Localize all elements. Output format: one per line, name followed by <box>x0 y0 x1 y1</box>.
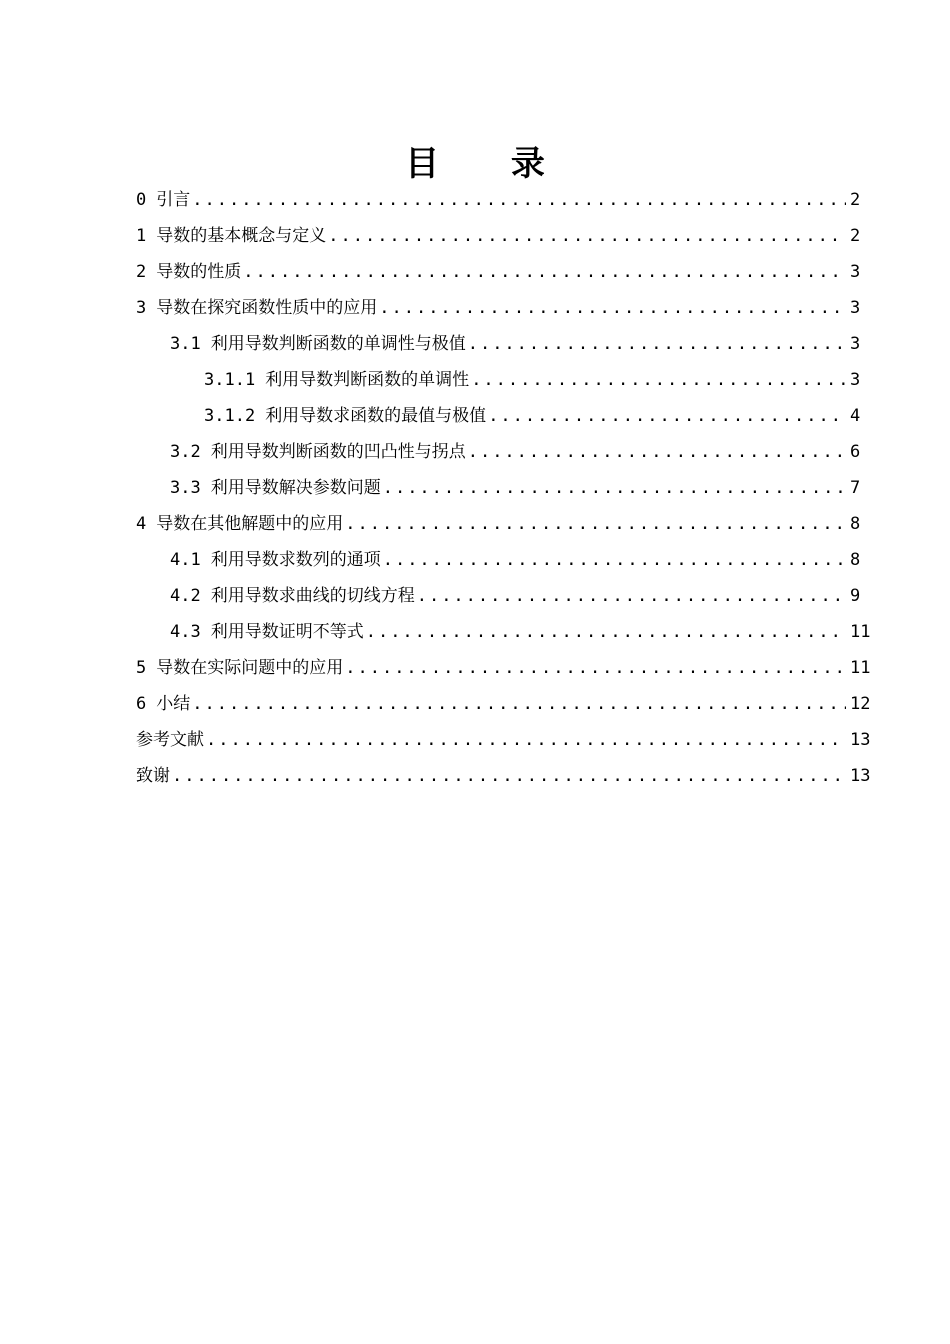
dot-leader <box>366 614 846 650</box>
dot-leader <box>417 578 846 614</box>
toc-entry[interactable] <box>136 398 860 434</box>
toc-entry-number: 0 <box>136 190 147 210</box>
toc-entry-title: 导数在其他解题中的应用 <box>156 514 344 534</box>
toc-entry[interactable] <box>136 218 860 254</box>
toc-entry[interactable] <box>136 614 871 650</box>
toc-entry-page: 8 <box>850 514 861 534</box>
dot-leader <box>192 182 846 218</box>
toc-entry-title: 致谢 <box>136 766 170 786</box>
toc-entry-page: 3 <box>850 262 861 282</box>
dot-leader <box>383 542 846 578</box>
toc-entry-page: 3 <box>850 334 861 354</box>
toc-title: 目 录 <box>405 144 575 184</box>
toc-entry-title: 利用导数判断函数的凹凸性与拐点 <box>210 442 466 462</box>
dot-leader <box>468 434 846 470</box>
toc-entry-page: 2 <box>850 190 861 210</box>
toc-entry-page: 13 <box>850 766 871 786</box>
dot-leader <box>328 218 846 254</box>
toc-entry-number: 5 <box>136 658 147 678</box>
toc-entry[interactable] <box>136 578 860 614</box>
toc-entry-number: 4.2 <box>170 586 201 606</box>
toc-entry[interactable] <box>136 470 860 506</box>
toc-entry-title: 导数的性质 <box>156 262 242 282</box>
dot-leader <box>379 290 846 326</box>
toc-entry-number: 3.3 <box>170 478 201 498</box>
toc-entry[interactable] <box>136 758 871 794</box>
toc-entry[interactable] <box>136 650 871 686</box>
dot-leader <box>383 470 846 506</box>
dot-leader <box>192 686 846 722</box>
toc-entry-page: 9 <box>850 586 861 606</box>
toc-entry-page: 3 <box>850 370 861 390</box>
toc-entry-title: 利用导数解决参数问题 <box>210 478 381 498</box>
toc-list <box>136 182 871 794</box>
toc-entry-page: 11 <box>850 658 871 678</box>
toc-entry-title: 参考文献 <box>136 730 204 750</box>
toc-entry-number: 3.2 <box>170 442 201 462</box>
dot-leader <box>488 398 846 434</box>
toc-entry-page: 3 <box>850 298 861 318</box>
toc-entry-number: 4.3 <box>170 622 201 642</box>
toc-entry-number: 4 <box>136 514 147 534</box>
toc-entry[interactable] <box>136 506 860 542</box>
toc-entry-page: 4 <box>850 406 861 426</box>
toc-entry-page: 6 <box>850 442 861 462</box>
toc-entry[interactable] <box>136 254 860 290</box>
toc-entry-number: 6 <box>136 694 147 714</box>
toc-entry-number: 1 <box>136 226 147 246</box>
toc-entry-title: 导数在探究函数性质中的应用 <box>156 298 378 318</box>
dot-leader <box>345 650 846 686</box>
toc-entry-title: 利用导数求曲线的切线方程 <box>210 586 415 606</box>
toc-entry[interactable] <box>136 542 860 578</box>
dot-leader <box>471 362 846 398</box>
toc-entry-title: 引言 <box>156 190 191 210</box>
toc-entry-title: 利用导数求函数的最值与极值 <box>265 406 487 426</box>
toc-entry[interactable] <box>136 434 860 470</box>
toc-entry-number: 4.1 <box>170 550 201 570</box>
toc-entry-number: 3.1 <box>170 334 201 354</box>
dot-leader <box>243 254 846 290</box>
toc-entry-page: 13 <box>850 730 871 750</box>
toc-entry-page: 12 <box>850 694 871 714</box>
toc-entry-title: 利用导数判断函数的单调性与极值 <box>210 334 466 354</box>
toc-entry-title: 导数的基本概念与定义 <box>156 226 327 246</box>
toc-entry-title: 利用导数判断函数的单调性 <box>265 370 470 390</box>
toc-entry[interactable] <box>136 290 860 326</box>
toc-entry[interactable] <box>136 326 860 362</box>
toc-entry-page: 8 <box>850 550 861 570</box>
toc-entry-number: 3 <box>136 298 147 318</box>
toc-entry-number: 2 <box>136 262 147 282</box>
toc-entry[interactable] <box>136 686 871 722</box>
toc-entry[interactable] <box>136 722 871 758</box>
toc-entry-page: 2 <box>850 226 861 246</box>
dot-leader <box>206 722 846 758</box>
toc-entry[interactable] <box>136 362 860 398</box>
toc-entry-title: 导数在实际问题中的应用 <box>156 658 344 678</box>
toc-entry[interactable] <box>136 182 860 218</box>
dot-leader <box>468 326 846 362</box>
toc-entry-title: 利用导数证明不等式 <box>210 622 364 642</box>
toc-entry-number: 3.1.2 <box>204 406 256 426</box>
dot-leader <box>172 758 846 794</box>
toc-entry-page: 11 <box>850 622 871 642</box>
toc-entry-page: 7 <box>850 478 861 498</box>
toc-entry-title: 小结 <box>156 694 191 714</box>
toc-entry-title: 利用导数求数列的通项 <box>210 550 381 570</box>
dot-leader <box>345 506 846 542</box>
toc-entry-number: 3.1.1 <box>204 370 256 390</box>
